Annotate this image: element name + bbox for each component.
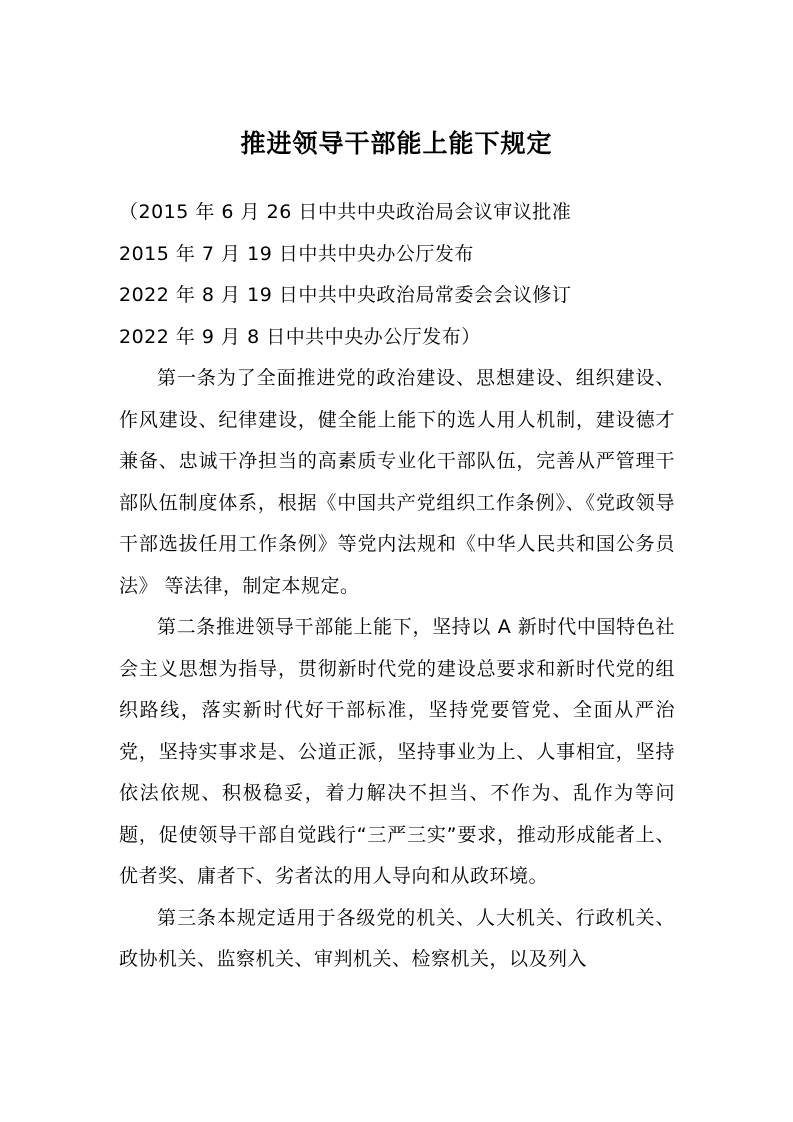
document-meta (119, 192, 679, 358)
meta-line: 2022 年 8 月 19 日中共中央政治局常委会会议修订 (119, 284, 572, 306)
meta-line: 2022 年 9 月 8 日中共中央办公厅发布） (119, 325, 481, 348)
meta-line: 2015 年 7 月 19 日中共中央办公厅发布 (119, 242, 474, 265)
document-body (119, 358, 675, 981)
document-title: 推进领导干部能上能下规定 (240, 129, 553, 158)
article-paragraph-3: 第三条本规定适用于各级党的机关、人大机关、行政机关、政协机关、监察机关、审判机关、检察机关，以及列入 (119, 906, 675, 970)
article-paragraph-2: 第二条推进领导干部能上能下，坚持以 A 新时代中国特色社会主义思想为指导，贯彻新时代党的建设总要求和新时代党的组织路线，落实新时代好干部标准，坚持党要管党、全面从严治党，坚持实事求是、公道正派，坚持事业为上、人事相宜，坚持依法依规、积极稳妥，着力解决不担当、不作为、乱作为等问题，促使领导干部自觉践行“三严三实”要求，推动形成能者上、优者奖、庸者下、劣者汰的用人导向和从政环境。 (119, 616, 675, 887)
article-paragraph-1: 第一条为了全面推进党的政治建设、思想建设、组织建设、作风建设、纪律建设，健全能上能下的选人用人机制，建设德才兼备、忠诚干净担当的高素质专业化干部队伍，完善从严管理干部队伍制度体系，根据《中国共产党组织工作条例》、《党政领导干部选拔任用工作条例》等党内法规和《中华人民共和国公务员法》 等法律，制定本规定。 (119, 367, 675, 597)
meta-line: （2015 年 6 月 26 日中共中央政治局会议审议批准 (119, 201, 572, 223)
